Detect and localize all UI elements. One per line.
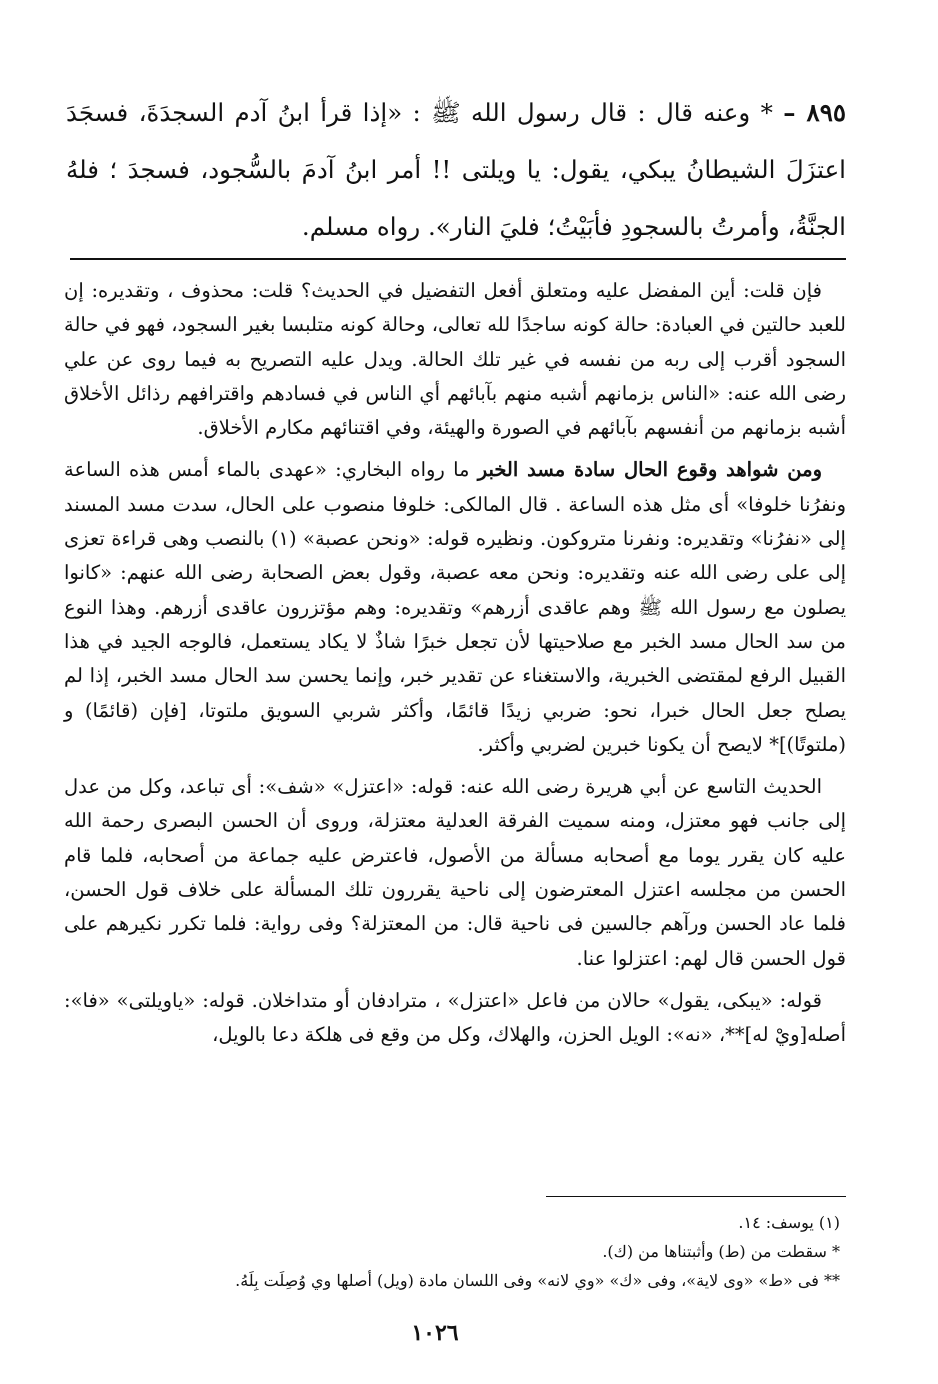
hadith-text — [66, 84, 846, 255]
commentary-paragraph-2-body: ما رواه البخاري: «عهدى بالماء أمس هذه الساعة ونفرُنا خلوفا» أى مثل هذه الساعة . قال المالكى: خلوفا منصوب على الحال، سدت مسد المسند إلى «نفرُنا» وتقديره: ونفرنا متروكون. ونظيره قوله: «ونحن عصبة» (١) بالنصب وهى قراءة تعزى إلى على رضى الله عنه وتقديره: ونحن معه عصبة، وقول بعض الصحابة رضى الله عنهم: «كانوا يصلون مع رسول الله ﷺ وهم عاقدى أزرهم» وتقديره: وهم مؤتزرون عاقدى أزرهم. وهذا النوع من سد الحال مسد الخبر مع صلاحيتها لأن تجعل خبرًا شاذٌ لا يكاد يستعمل، فالوجه الجيد في هذا القبيل الرفع لمقتضى الخبرية، والاستغناء عن تقدير خبر، وإنما يحسن سد الحال مسد الخبر، إذا لم يصلح جعل الحال خبرا، نحو: ضربي زيدًا قائمًا، وأكثر شربي السويق ملتوتا، [فإن (قائمًا) و (ملتوتًا)]* لايصح أن يكونا خبرين لضربي وأكثر. — [64, 458, 846, 756]
hadith-number: ٨٩٥ – — [783, 98, 847, 127]
hadith-body: * وعنه قال : قال رسول الله ﷺ : «إذا قرأ ابنُ آدم السجدَةَ، فسجَدَ اعتزَلَ الشيطانُ يبكي، يقول: يا ويلتى !! أمر ابنُ آدمَ بالسُّجود، فسجدَ ؛ فلهُ الجنَّةُ، وأمرتُ بالسجودِ فأبَيْتُ؛ فليَ النار». رواه مسلم. — [66, 98, 846, 241]
footnotes — [140, 1208, 840, 1295]
footnote-divider — [546, 1196, 846, 1197]
section-divider — [70, 258, 846, 260]
commentary-heading: ومن شواهد وقوع الحال سادة مسد الخبر — [477, 458, 822, 482]
commentary — [64, 274, 846, 1061]
footnote-1: (١) يوسف: ١٤. — [738, 1213, 840, 1232]
commentary-paragraph-4: قوله: «يبكى، يقول» حالان من فاعل «اعتزل» ، مترادفان أو متداخلان. قوله: «ياويلتى» «فا»: أصله[ويْ له]**، «نه»: الويل الحزن، والهلاك، وكل من وقع فى هلكة دعا بالويل، — [64, 988, 846, 1047]
footnote-3: ** فى «ط» «وى لاية»، وفى «ك» «وي لانه» وفى اللسان مادة (ويل) أصلها وي وُصِلَت بِلَهُ. — [235, 1271, 840, 1290]
commentary-paragraph-2 — [64, 453, 846, 762]
commentary-paragraph-3: الحديث التاسع عن أبي هريرة رضى الله عنه: قوله: «اعتزل» «شف»: أى تباعد، وكل من عدل إلى جانب فهو معتزل، ومنه سميت الفرقة العدلية معتزلة، وروى أن الحسن البصرى رحمة الله عليه كان يقرر يوما مع أصحابه مسألة من الأصول، فاعترض عليه جماعة من أصحابه، فلما قام الحسن من مجلسه اعتزل المعترضون إلى ناحية يقررون تلك المسألة على خلاف قول الحسن، فلما عاد الحسن ورآهم جالسين فى ناحية قال: من المعتزلة؟ وفى رواية: فلما تكرر نكيرهم على قول الحسن قال لهم: اعتزلوا عنا. — [64, 775, 846, 970]
page-number: ١٠٢٦ — [411, 1320, 459, 1346]
commentary-paragraph-1: فإن قلت: أين المفضل عليه ومتعلق أفعل التفضيل في الحديث؟ قلت: محذوف ، وتقديره: إن للعبد حالتين في العبادة: حالة كونه ساجدًا لله تعالى، وحالة كونه متلبسا بغير السجود، فهو في حالة السجود أقرب إلى ربه من نفسه في غير تلك الحالة. ويدل عليه التصريح به فيما روى عن علي رضى الله عنه: «الناس بزمانهم أشبه منهم بآبائهم أي الناس في فسادهم واقترافهم رذائل الأخلاق أشبه بزمانهم من أنفسهم بآبائهم في الصورة والهيئة، وفي اقتنائهم مكارم الأخلاق. — [64, 279, 846, 440]
footnote-2: * سقطت من (ط) وأثبتناها من (ك). — [602, 1242, 840, 1261]
